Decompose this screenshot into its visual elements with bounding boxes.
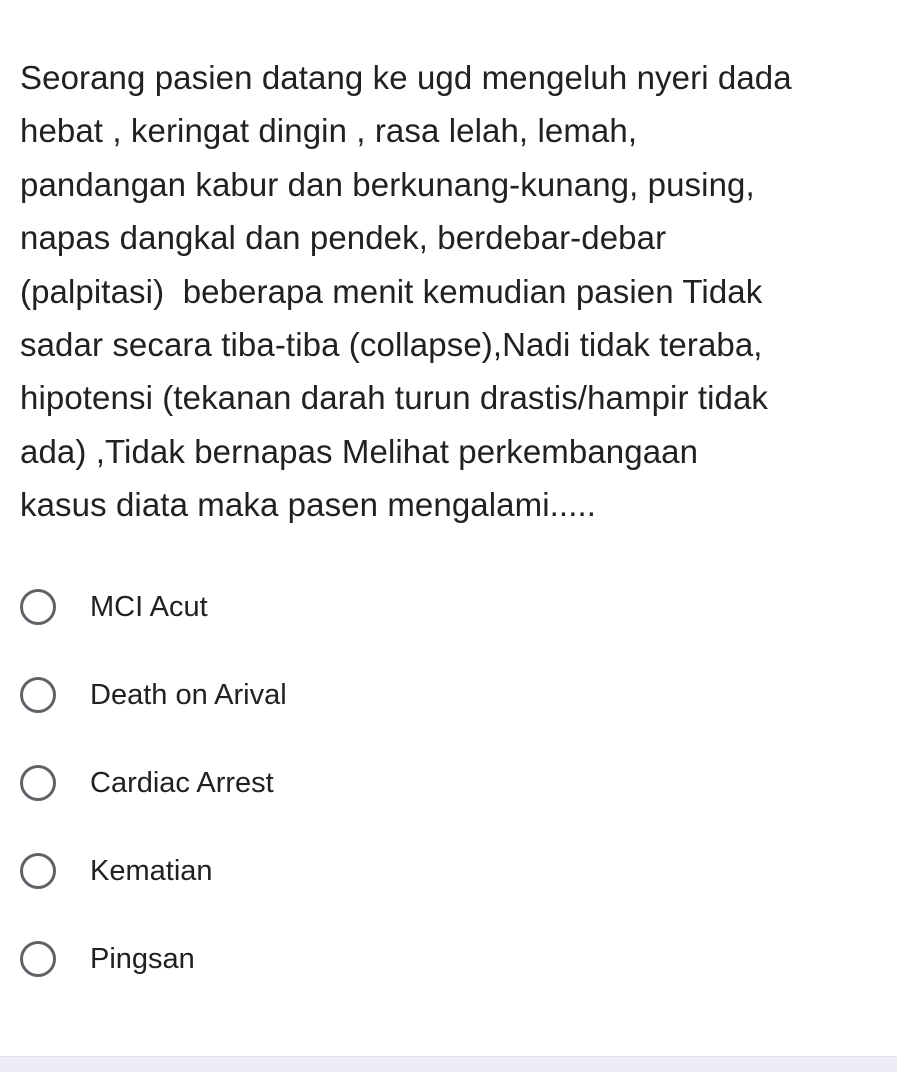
question-line: Seorang pasien datang ke ugd mengeluh nyeri dada xyxy=(20,59,792,96)
radio-button[interactable] xyxy=(20,677,56,713)
answer-options xyxy=(20,585,880,1025)
question-text xyxy=(20,51,882,532)
option-label: Death on Arival xyxy=(90,679,287,711)
option-mci-acut[interactable] xyxy=(20,585,880,629)
question-line: napas dangkal dan pendek, berdebar-debar xyxy=(20,219,667,257)
option-cardiac-arrest[interactable] xyxy=(20,761,880,805)
option-kematian[interactable] xyxy=(20,849,880,893)
question-line: kasus diata maka pasen mengalami..... xyxy=(20,486,596,524)
radio-button[interactable] xyxy=(20,589,56,625)
radio-button[interactable] xyxy=(20,941,56,977)
option-label: Pingsan xyxy=(90,943,195,975)
question-line: sadar secara tiba-tiba (collapse),Nadi tidak teraba, xyxy=(20,326,763,364)
option-label: Kematian xyxy=(90,855,213,887)
question-line: hipotensi (tekanan darah turun drastis/hampir tidak xyxy=(20,379,769,417)
radio-button[interactable] xyxy=(20,765,56,801)
option-label: MCI Acut xyxy=(90,591,208,623)
question-line: (palpitasi) beberapa menit kemudian pasien Tidak xyxy=(20,272,763,310)
question-line: hebat , keringat dingin , rasa lelah, lemah, xyxy=(20,112,638,150)
option-death-on-arival[interactable] xyxy=(20,673,880,717)
radio-button[interactable] xyxy=(20,853,56,889)
option-pingsan[interactable] xyxy=(20,937,880,981)
option-label: Cardiac Arrest xyxy=(90,767,274,799)
page-background-strip xyxy=(0,1056,897,1072)
question-line: pandangan kabur dan berkunang-kunang, pusing, xyxy=(20,165,755,203)
question-line: ada) ,Tidak bernapas Melihat perkembangaan xyxy=(20,432,699,470)
